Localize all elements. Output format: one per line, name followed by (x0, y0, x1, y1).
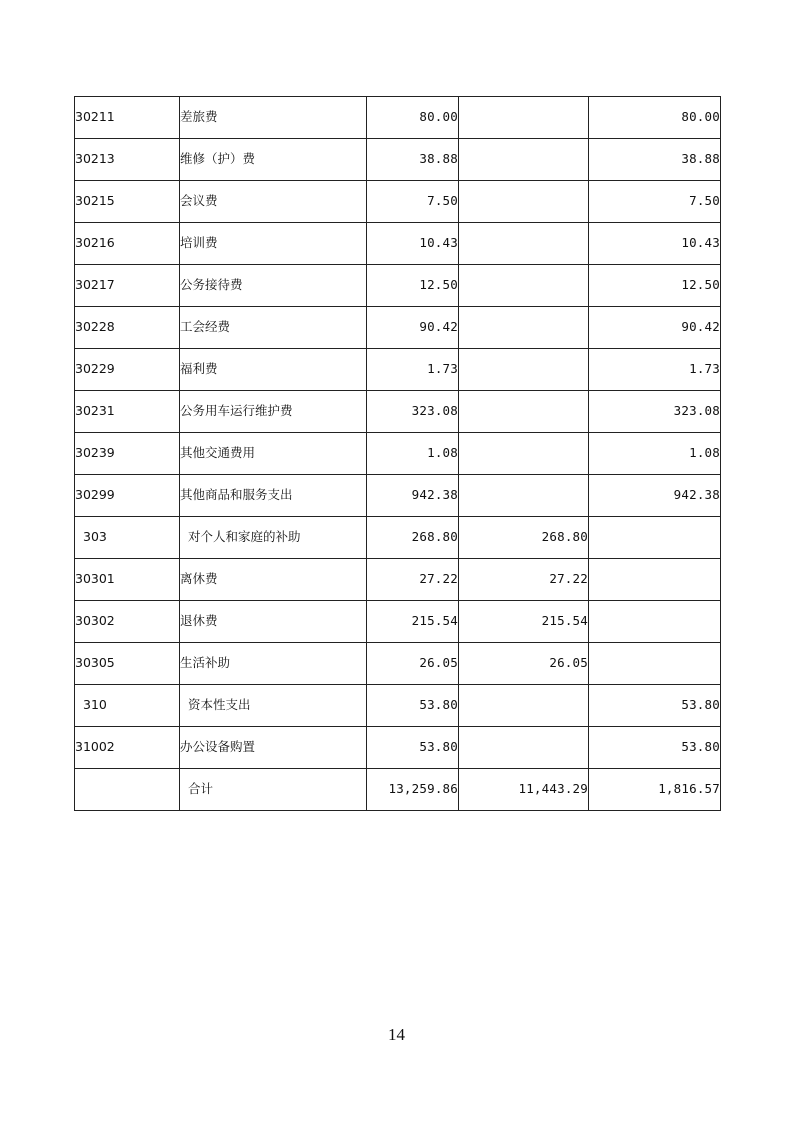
table-row (75, 223, 721, 265)
total-amount: 53.80 (367, 727, 459, 769)
total-amount: 215.54 (367, 601, 459, 643)
project-amount: 1.08 (589, 433, 721, 475)
total-amount: 323.08 (367, 391, 459, 433)
basic-amount (459, 433, 589, 475)
project-amount: 12.50 (589, 265, 721, 307)
table-row (75, 265, 721, 307)
expenditure-table (74, 96, 721, 811)
project-amount: 1.73 (589, 349, 721, 391)
basic-amount (459, 307, 589, 349)
subject-name: 生活补助 (180, 643, 367, 685)
total-amount: 38.88 (367, 139, 459, 181)
project-amount: 53.80 (589, 685, 721, 727)
basic-total-amount: 11,443.29 (459, 769, 589, 811)
total-label: 合计 (180, 769, 367, 811)
total-amount: 12.50 (367, 265, 459, 307)
subject-name: 培训费 (180, 223, 367, 265)
subject-code: 30211 (75, 97, 180, 139)
subject-name: 其他商品和服务支出 (180, 475, 367, 517)
table-row (75, 181, 721, 223)
total-amount: 27.22 (367, 559, 459, 601)
subject-code: 31002 (75, 727, 180, 769)
table-row (75, 727, 721, 769)
table-row (75, 685, 721, 727)
subject-code: 30305 (75, 643, 180, 685)
subject-name: 退休费 (180, 601, 367, 643)
subject-code: 30217 (75, 265, 180, 307)
project-total-amount: 1,816.57 (589, 769, 721, 811)
subject-code: 30301 (75, 559, 180, 601)
table-row (75, 391, 721, 433)
subject-code: 30216 (75, 223, 180, 265)
page-number: 14 (388, 1025, 405, 1044)
basic-amount (459, 223, 589, 265)
basic-amount (459, 139, 589, 181)
project-amount (589, 643, 721, 685)
grand-total-amount: 13,259.86 (367, 769, 459, 811)
basic-amount: 215.54 (459, 601, 589, 643)
project-amount: 53.80 (589, 727, 721, 769)
subject-code: 30231 (75, 391, 180, 433)
total-amount: 90.42 (367, 307, 459, 349)
table-row (75, 349, 721, 391)
subject-name: 会议费 (180, 181, 367, 223)
project-amount: 942.38 (589, 475, 721, 517)
project-amount: 10.43 (589, 223, 721, 265)
table-row (75, 475, 721, 517)
subject-name: 福利费 (180, 349, 367, 391)
subject-code: 30299 (75, 475, 180, 517)
basic-amount (459, 349, 589, 391)
total-row (75, 769, 721, 811)
subject-code: 30213 (75, 139, 180, 181)
subject-name: 资本性支出 (180, 685, 367, 727)
total-amount: 26.05 (367, 643, 459, 685)
subject-code: 30229 (75, 349, 180, 391)
subject-code (75, 769, 180, 811)
basic-amount (459, 727, 589, 769)
total-amount: 268.80 (367, 517, 459, 559)
basic-amount: 268.80 (459, 517, 589, 559)
subject-name: 离休费 (180, 559, 367, 601)
total-amount: 1.73 (367, 349, 459, 391)
subject-name: 维修（护）费 (180, 139, 367, 181)
total-amount: 1.08 (367, 433, 459, 475)
subject-code: 30239 (75, 433, 180, 475)
table-row (75, 433, 721, 475)
table-row (75, 139, 721, 181)
subject-name: 工会经费 (180, 307, 367, 349)
project-amount: 38.88 (589, 139, 721, 181)
project-amount (589, 559, 721, 601)
total-amount: 53.80 (367, 685, 459, 727)
basic-amount: 27.22 (459, 559, 589, 601)
subject-name: 公务接待费 (180, 265, 367, 307)
table-row (75, 517, 721, 559)
subject-code: 303 (75, 517, 180, 559)
subject-code: 30228 (75, 307, 180, 349)
table-row (75, 601, 721, 643)
total-amount: 7.50 (367, 181, 459, 223)
project-amount: 90.42 (589, 307, 721, 349)
total-amount: 10.43 (367, 223, 459, 265)
subject-code: 30215 (75, 181, 180, 223)
subject-name: 公务用车运行维护费 (180, 391, 367, 433)
project-amount (589, 601, 721, 643)
subject-code: 310 (75, 685, 180, 727)
table-row (75, 559, 721, 601)
basic-amount: 26.05 (459, 643, 589, 685)
total-amount: 942.38 (367, 475, 459, 517)
project-amount: 7.50 (589, 181, 721, 223)
subject-code: 30302 (75, 601, 180, 643)
basic-amount (459, 391, 589, 433)
basic-amount (459, 265, 589, 307)
project-amount (589, 517, 721, 559)
table-row (75, 307, 721, 349)
subject-name: 对个人和家庭的补助 (180, 517, 367, 559)
basic-amount (459, 685, 589, 727)
project-amount: 80.00 (589, 97, 721, 139)
project-amount: 323.08 (589, 391, 721, 433)
basic-amount (459, 97, 589, 139)
basic-amount (459, 181, 589, 223)
table-row (75, 97, 721, 139)
basic-amount (459, 475, 589, 517)
subject-name: 办公设备购置 (180, 727, 367, 769)
total-amount: 80.00 (367, 97, 459, 139)
subject-name: 差旅费 (180, 97, 367, 139)
table-row (75, 643, 721, 685)
subject-name: 其他交通费用 (180, 433, 367, 475)
